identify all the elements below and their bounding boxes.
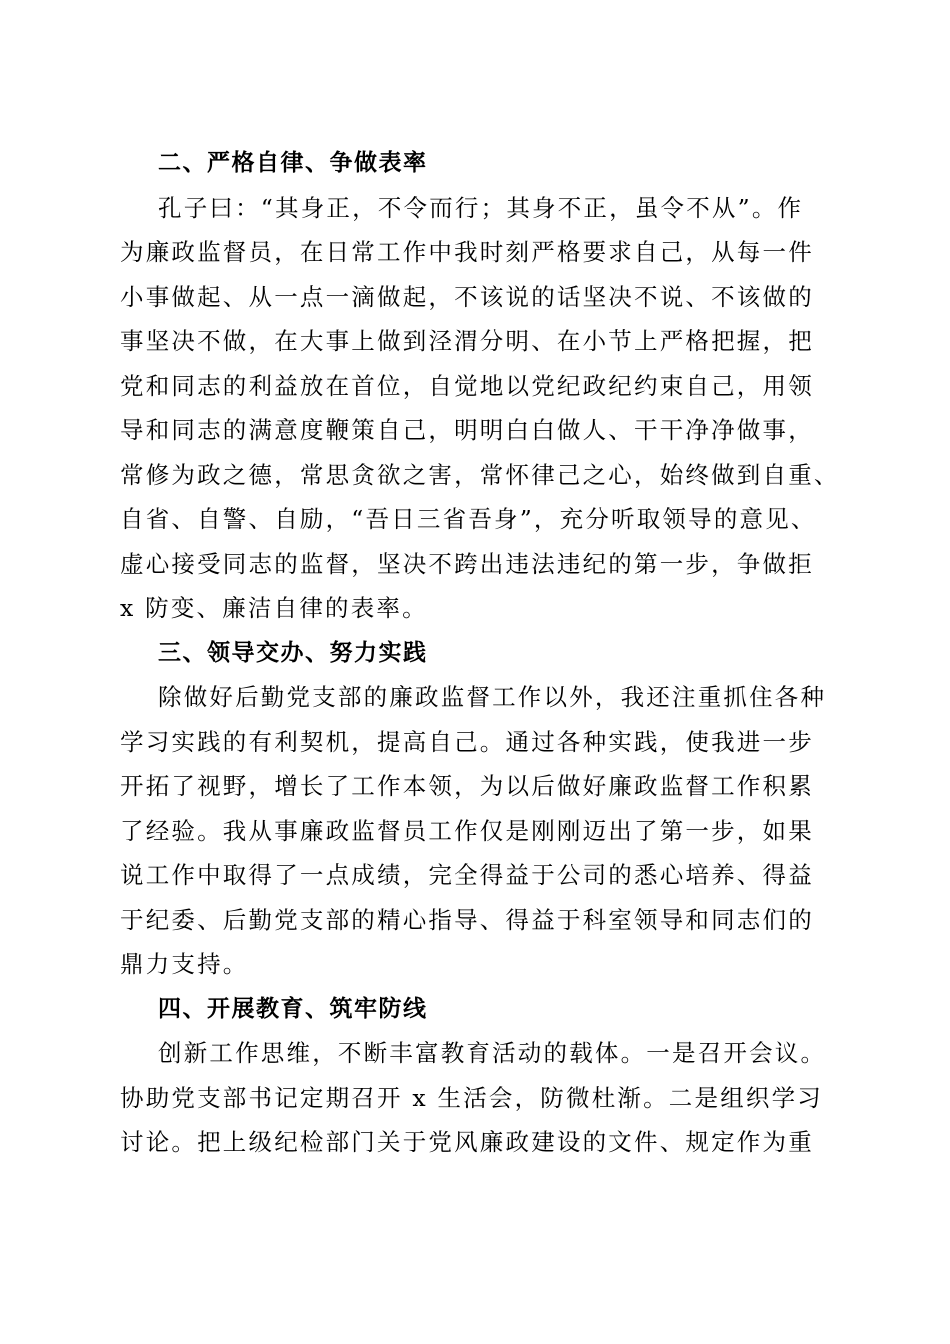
paragraph-line: 协助党支部书记定期召开 x 生活会，防微杜渐。二是组织学习 xyxy=(120,1084,823,1112)
paragraph-line: 创新工作思维，不断丰富教育活动的载体。一是召开会议。 xyxy=(158,1039,827,1067)
section-heading-4: 四、开展教育、筑牢防线 xyxy=(158,996,428,1022)
paragraph-line: 除做好后勤党支部的廉政监督工作以外，我还注重抓住各种 xyxy=(158,683,827,711)
paragraph-line: 讨论。把上级纪检部门关于党风廉政建设的文件、规定作为重 xyxy=(120,1128,814,1156)
paragraph-line: 自省、自警、自励，“吾日三省吾身”，充分听取领导的意见、 xyxy=(120,505,817,533)
paragraph-line: 党和同志的利益放在首位，自觉地以党纪政纪约束自己，用领 xyxy=(120,372,814,400)
paragraph-line: 孔子曰：“其身正，不令而行；其身不正，虽令不从”。作 xyxy=(158,194,804,222)
paragraph-line: 说工作中取得了一点成绩，完全得益于公司的悉心培养、得益 xyxy=(120,861,814,889)
section-heading-2: 二、严格自律、争做表率 xyxy=(158,150,428,176)
paragraph-line: 开拓了视野，增长了工作本领，为以后做好廉政监督工作积累 xyxy=(120,772,814,800)
section-heading-3: 三、领导交办、努力实践 xyxy=(158,640,428,666)
paragraph-line: 鼎力支持。 xyxy=(120,950,249,978)
paragraph-line: 学习实践的有利契机，提高自己。通过各种实践，使我进一步 xyxy=(120,728,814,756)
paragraph-line: x 防变、廉洁自律的表率。 xyxy=(120,594,428,622)
paragraph-line: 虚心接受同志的监督，坚决不跨出违法违纪的第一步，争做拒 xyxy=(120,550,814,578)
paragraph-line: 于纪委、后勤党支部的精心指导、得益于科室领导和同志们的 xyxy=(120,906,814,934)
paragraph-line: 为廉政监督员，在日常工作中我时刻严格要求自己，从每一件 xyxy=(120,238,814,266)
paragraph-line: 了经验。我从事廉政监督员工作仅是刚刚迈出了第一步，如果 xyxy=(120,817,814,845)
paragraph-line: 事坚决不做，在大事上做到泾渭分明、在小节上严格把握，把 xyxy=(120,327,814,355)
paragraph-line: 导和同志的满意度鞭策自己，明明白白做人、干干净净做事， xyxy=(120,416,814,444)
paragraph-line: 小事做起、从一点一滴做起，不该说的话坚决不说、不该做的 xyxy=(120,283,814,311)
paragraph-line: 常修为政之德，常思贪欲之害，常怀律己之心，始终做到自重、 xyxy=(120,461,840,489)
